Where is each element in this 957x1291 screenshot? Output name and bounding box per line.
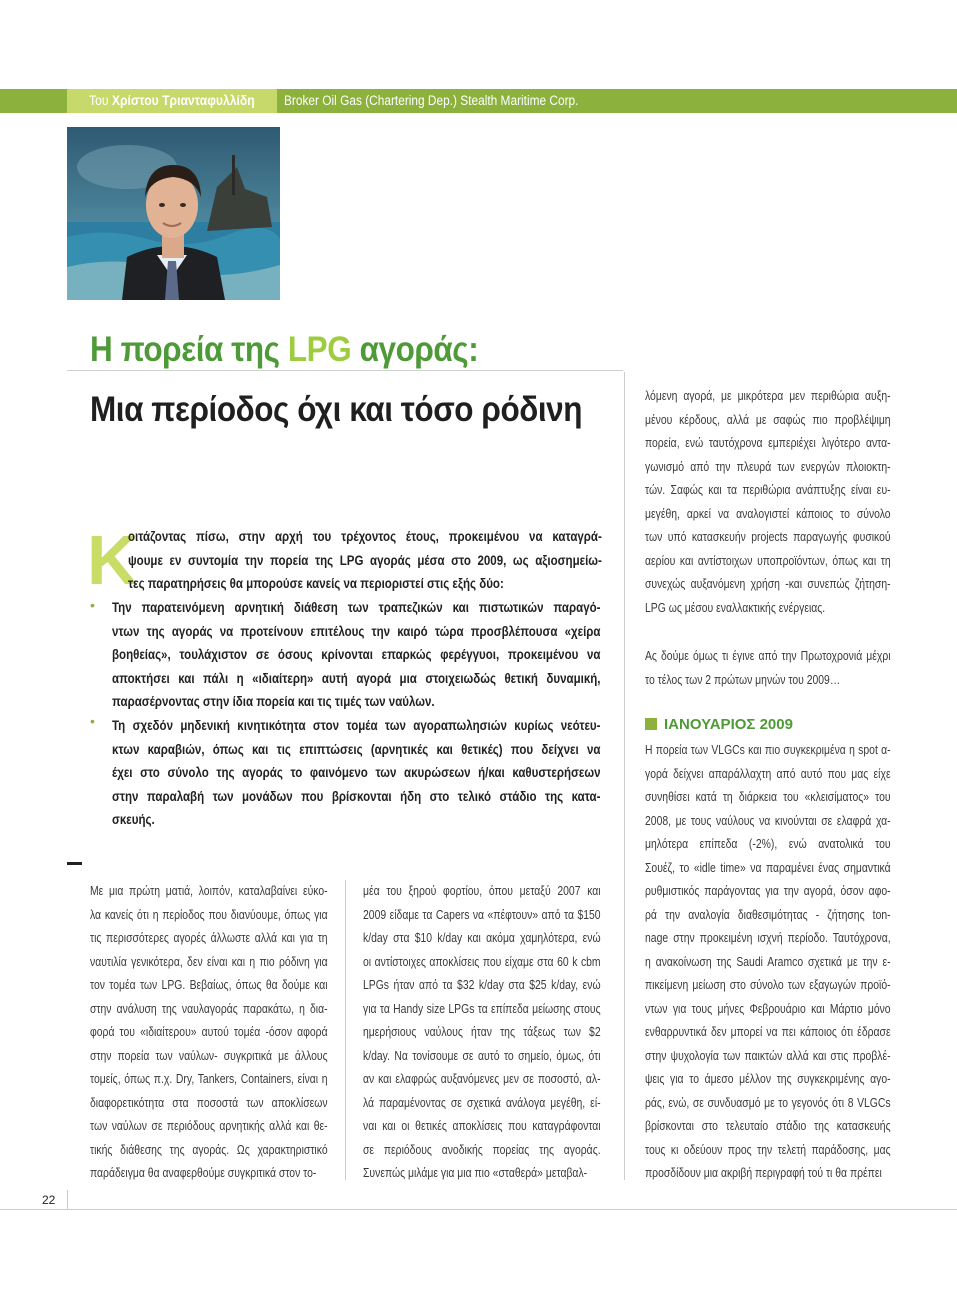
text-line: λά παραμένοντας σε σχετικά ανάλογα μεγέθη, εί-: [363, 1094, 601, 1110]
text-line: ρυθμιστικός παράγοντας για την αγορά, όσον αφο-: [645, 883, 891, 898]
text-line: μένου κέρδους, αλλά με σαφώς πιο προβλέψιμη: [645, 411, 891, 427]
text-line: συνηθίσει κατά τη διάρκεια του «κλεισίματος» του: [645, 789, 891, 804]
text-line: γωνισμό από την πλευρά των ενεργών πλοιοκτη-: [645, 458, 891, 474]
bullet-point-1: [112, 596, 680, 714]
author-name: Χρίστου Τριανταφυλλίδη: [111, 93, 255, 108]
text-line: ενθαρρυντικά δεν μπορεί να πει κάποιος ότι έδρασε: [645, 1024, 891, 1039]
text-line: LPGs ήταν από τα $32 k/day στα $25 k/day, ενώ: [363, 977, 601, 992]
bullet-line: Τη σχεδόν μηδενική κινητικότητα στον τομέα των αγοραπωλησιών κυρίως νεότευ-: [112, 718, 601, 733]
text-line: Σουέζ, το «idle time» να παραμένει ένας σημαντικά: [645, 859, 891, 875]
text-line: για τα Handy size LPGs τα επίπεδα μείωσης στους: [363, 1000, 601, 1016]
text-line: k/day. Να τονίσουμε σε αυτό το σημείο, όμως, ότι: [363, 1047, 601, 1063]
intro-line: τες παρατηρήσεις θα μπορούσε κανείς να περιοριστεί στις εξής δύο:: [128, 576, 504, 591]
text-line: ράς, ενώ, σε συνδυασμό με το γεγονός ότι 8 VLGCs: [645, 1094, 891, 1110]
text-line: ρά την αναλογία διαθεσιμότητας - ζήτησης ton-: [645, 906, 891, 922]
text-line: διαφορετικότητα στα ποσοστά των αποκλίσεων: [90, 1094, 328, 1110]
text-line: LPG ως μέσου εναλλακτικής ενέργειας.: [645, 599, 826, 615]
text-line: μηλότερα επίπεδα (-2%), ενώ ανατολικά του: [645, 836, 891, 851]
text-line: Συνεπώς μιλάμε για μια πιο «σταθερά» μεταβαλ-: [363, 1165, 588, 1180]
author-role: Broker Oil Gas (Chartering Dep.) Stealth Maritime Corp.: [284, 93, 579, 108]
text-line: αερίου και αντίστοιχων υποπροϊόντων, όπως και τη: [645, 552, 891, 568]
text-line: τών. Σαφώς και τα περιθώρια ανάπτυξης είναι ευ-: [645, 482, 891, 497]
text-line: στην ανάλυση της ναυλαγοράς παρακάτω, η δια-: [90, 1000, 328, 1016]
headline-part: Η πορεία της: [90, 330, 288, 369]
section-dash: [67, 862, 82, 865]
text-line: σε περιόδους ανοδικής πορείας της αγοράς.: [363, 1141, 601, 1157]
text-line: τους κι οδεύουν προς την τελετή παράδοσης, μας: [645, 1141, 891, 1157]
body-column-2: [363, 879, 660, 1185]
text-line: 2008, με τους ναύλους να κινούνται σε ελαφρά χα-: [645, 812, 891, 828]
text-line: των ναύλων σε περιόδους αρνητικής αλλά και θε-: [90, 1118, 328, 1133]
text-line: nage στην προκειμένη ισχνή περίοδο. Ταυτόχρονα,: [645, 930, 891, 945]
body-column-3-top: [645, 384, 952, 619]
text-line: πορεία, ενώ ταυτόχρονα εμπεριέχει λιγότερο αντα-: [645, 435, 891, 450]
text-line: ναυτιλία γενικότερα, δεν είναι και η πιο ρόδινη για: [90, 953, 328, 969]
text-line: των υπό κατασκευήν projects παραγωγής φυσικού: [645, 529, 891, 544]
headline-lpg: LPG: [287, 330, 352, 369]
text-line: συνεχώς αυξανόμενη χρήση -και συνεπώς ζήτηση-: [645, 576, 891, 591]
bullet-line: ντων της αγοράς να προτείνουν επιτέλους την καιρό τώρα προσβλέπουσα «χείρα: [112, 623, 601, 639]
text-line: στην ψυχολογία των παικτών αλλά και στις προβλέ-: [645, 1047, 891, 1063]
intro-line: ψουμε εν συντομία την πορεία της LPG αγοράς μέσα στο 2009, ως αξιοσημείω-: [128, 552, 602, 568]
intro-block: [128, 525, 602, 596]
subheadline: Μια περίοδος όχι και τόσο ρόδινη: [90, 390, 583, 429]
bullet-line: κτων καραβιών, όπως και τις επιπτώσεις (αρνητικές και θετικές) που δείχνει να: [112, 741, 601, 757]
bullet-marker: •: [90, 713, 95, 729]
text-line: Η πορεία των VLGCs και πιο συγκεκριμένα η spot α-: [645, 742, 891, 757]
bullet-line: Την παρατεινόμενη αρνητική διάθεση των τραπεζικών και πιστωτικών παραγό-: [112, 600, 601, 615]
text-line: βρίσκονται στο τελευταίο στάδιο της κατασκευής: [645, 1118, 891, 1133]
text-line: Με μια πρώτη ματιά, λοιπόν, καταλαβαίνει εύκο-: [90, 883, 328, 898]
text-line: προσδίδουν μια ακριβή περιγραφή τού τι θα πρέπει: [645, 1165, 882, 1180]
text-line: λα κανείς ότι η περίοδος που διανύουμε, όπως για: [90, 906, 328, 922]
text-line: το τέλος των 2 πρώτων μηνών του 2009…: [645, 671, 841, 687]
text-line: αν και ελαφρώς αυξανόμενες μεν σε ποσοστό, αλ-: [363, 1071, 601, 1086]
title-divider: [67, 370, 623, 371]
body-column-3-mid: [645, 644, 952, 691]
author-byline: [89, 92, 255, 110]
text-line: μέα του ξηρού φορτίου, όπου μεταξύ 2007 και: [363, 883, 601, 898]
heading-text: ΙΑΝΟΥΑΡΙΟΣ 2009: [664, 716, 793, 733]
text-line: λόμενη αγορά, με μικρότερα μεν περιθώρια αυξη-: [645, 388, 891, 403]
text-line: πικείμενη μείωση στο σύνολο των εξαγωγών προϊό-: [645, 977, 891, 992]
text-line: μεγέθη, αρκεί να αναλογιστεί κάποιος το σύνολο: [645, 505, 891, 521]
page-number: 22: [42, 1193, 56, 1207]
body-column-3-bottom: [645, 738, 952, 1185]
text-line: ναι και οι θετικές αποκλίσεις που καταγράφονται: [363, 1118, 601, 1133]
bullet-marker: •: [90, 597, 95, 613]
text-line: τον τομέα των LPG. Βεβαίως, όπως θα δούμε και: [90, 977, 328, 992]
section-heading: [645, 716, 793, 733]
bullet-line: βοηθείας», τουλάχιστον σε όσους κρίνονται επαρκώς φερέγγυοι, προκειμένου να: [112, 647, 601, 662]
drop-cap: Κ: [87, 521, 138, 599]
headline-part: αγοράς:: [351, 330, 479, 369]
text-line: k/day στα $10 k/day και ακόμα χαμηλότερα, ενώ: [363, 930, 601, 945]
bullet-line: σκευής.: [112, 812, 155, 827]
text-line: η ανακοίνωση της Saudi Aramco σχετικά με την ε-: [645, 953, 891, 969]
author-prefix: Του: [89, 93, 112, 108]
text-line: τομείς, όπως π.χ. Dry, Tankers, Containers, είναι η: [90, 1071, 328, 1086]
text-line: γορά δείχνει απαράλλαχτη από αυτό που μας είχε: [645, 765, 891, 781]
bullet-point-2: [112, 714, 680, 832]
text-line: ημερήσιους ναύλους ήταν της τάξεως των $2: [363, 1024, 601, 1039]
portrait-image: [67, 127, 280, 300]
text-line: ντων για τους μήνες Φεβρουάριο και Μάρτιο μόνο: [645, 1000, 891, 1016]
heading-square-icon: [645, 718, 657, 730]
body-column-1: [90, 879, 387, 1185]
footer-tick: [67, 1190, 68, 1210]
text-line: 2009 είδαμε τα Capers να «πέφτουν» από τα $150: [363, 906, 601, 922]
intro-line: οιτάζοντας πίσω, στην αρχή του τρέχοντος έτους, προκειμένου να καταγρά-: [128, 529, 602, 544]
footer-rule: [0, 1209, 957, 1210]
bullet-line: παρασέρνοντας στην ίδια πορεία και τις τιμές των ναύλων.: [112, 694, 435, 709]
text-line: στην πορεία των ναύλων- συγκριτικά με άλλους: [90, 1047, 328, 1063]
text-line: φορά του «ιδιαίτερου» αυτού τομέα -όσον αφορά: [90, 1024, 328, 1039]
text-line: παράδειγμα θα αναφερθούμε συγκριτικά στον το-: [90, 1165, 317, 1180]
bullet-line: έχει στο σύνολο της αγοράς το φαινόμενο των ακυρώσεων ή/και καθυστερήσεων: [112, 765, 601, 780]
author-photo: [67, 127, 280, 300]
text-line: ψεις για το άμεσο μέλλον της συγκεκριμένης αγο-: [645, 1071, 891, 1086]
text-line: τικής διάθεσης της αγοράς. Ως χαρακτηριστικό: [90, 1141, 328, 1157]
text-line: Ας δούμε όμως τι έγινε από την Πρωτοχρονιά μέχρι: [645, 648, 891, 663]
bullet-line: στην παραλαβή των μονάδων που βρίσκονται ήδη στο τελικό στάδιο της κατα-: [112, 788, 601, 804]
text-line: οι αντίστοιχες αποκλίσεις που είχαμε στα 60 k cbm: [363, 953, 601, 969]
bullet-line: αποκτήσει και πάλι η «ιδιαίτερη» αυτή αγορά μια στοιχειωδώς θετική δυναμική,: [112, 670, 601, 686]
text-line: τις περισσότερες αγορές άλλωστε αλλά και για τη: [90, 930, 328, 945]
headline: [90, 330, 478, 370]
